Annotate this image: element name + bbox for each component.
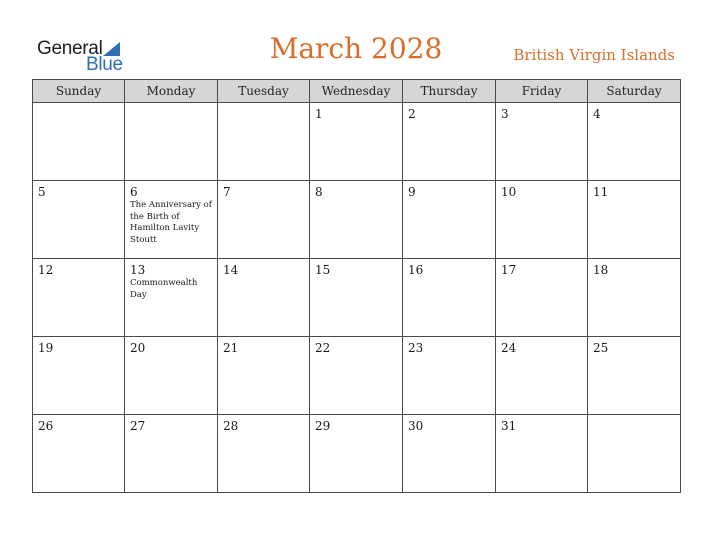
day-number: 25 xyxy=(593,341,609,355)
day-cell xyxy=(310,259,403,337)
day-cell xyxy=(218,181,310,259)
day-cell xyxy=(33,415,125,493)
day-cell xyxy=(588,337,681,415)
day-cell xyxy=(125,337,218,415)
day-number: 22 xyxy=(315,341,331,355)
day-number: 21 xyxy=(223,341,239,355)
day-number: 30 xyxy=(408,419,424,433)
day-number: 6 xyxy=(130,185,138,199)
day-number: 20 xyxy=(130,341,146,355)
day-number: 1 xyxy=(315,107,323,121)
day-number: 5 xyxy=(38,185,46,199)
day-cell xyxy=(588,415,681,493)
day-number: 23 xyxy=(408,341,424,355)
day-number: 4 xyxy=(593,107,601,121)
day-number: 28 xyxy=(223,419,239,433)
day-cell xyxy=(218,337,310,415)
day-cell xyxy=(218,415,310,493)
day-number: 15 xyxy=(315,263,331,277)
day-cell xyxy=(403,415,496,493)
weekday-header-thursday: Thursday xyxy=(403,80,496,103)
week-row xyxy=(33,415,681,493)
weekday-header-monday: Monday xyxy=(125,80,218,103)
weekday-header-friday: Friday xyxy=(496,80,588,103)
weekday-header-saturday: Saturday xyxy=(588,80,681,103)
day-cell xyxy=(310,181,403,259)
weekday-header-sunday: Sunday xyxy=(33,80,125,103)
day-number: 19 xyxy=(38,341,54,355)
day-cell xyxy=(496,415,588,493)
weekday-header-wednesday: Wednesday xyxy=(310,80,403,103)
logo-text-general: General xyxy=(37,38,103,59)
week-row xyxy=(33,103,681,181)
week-row xyxy=(33,337,681,415)
day-cell xyxy=(496,259,588,337)
day-cell xyxy=(403,337,496,415)
day-number: 31 xyxy=(501,419,517,433)
day-cell xyxy=(33,259,125,337)
day-cell xyxy=(218,103,310,181)
day-cell xyxy=(310,103,403,181)
day-number: 26 xyxy=(38,419,54,433)
day-number: 16 xyxy=(408,263,424,277)
day-cell xyxy=(125,103,218,181)
holiday-label: Commonwealth Day xyxy=(130,278,198,300)
day-cell xyxy=(310,337,403,415)
day-cell xyxy=(33,103,125,181)
day-cell xyxy=(218,259,310,337)
day-cell xyxy=(33,181,125,259)
day-cell xyxy=(496,103,588,181)
day-cell xyxy=(310,415,403,493)
region-name: British Virgin Islands xyxy=(513,46,675,64)
day-cell xyxy=(125,415,218,493)
day-number: 8 xyxy=(315,185,323,199)
day-number: 9 xyxy=(408,185,416,199)
day-cell xyxy=(403,103,496,181)
day-cell xyxy=(496,181,588,259)
day-number: 3 xyxy=(501,107,509,121)
day-number: 2 xyxy=(408,107,416,121)
day-number: 10 xyxy=(501,185,517,199)
day-cell xyxy=(403,259,496,337)
calendar-grid xyxy=(32,79,681,493)
day-number: 18 xyxy=(593,263,609,277)
calendar-title: March 2028 xyxy=(269,32,443,65)
day-cell xyxy=(588,259,681,337)
day-cell xyxy=(125,259,218,337)
calendar-body xyxy=(33,103,681,493)
day-number: 24 xyxy=(501,341,517,355)
day-number: 14 xyxy=(223,263,239,277)
day-cell xyxy=(588,181,681,259)
holiday-label: The Anniversary of the Birth of Hamilton Lavity Stoutt xyxy=(130,200,212,245)
weekday-header-tuesday: Tuesday xyxy=(218,80,310,103)
day-number: 13 xyxy=(130,263,146,277)
day-cell xyxy=(588,103,681,181)
weekday-header-row xyxy=(33,80,681,103)
logo-text-blue: Blue xyxy=(86,54,123,75)
day-number: 17 xyxy=(501,263,517,277)
day-number: 27 xyxy=(130,419,146,433)
day-cell xyxy=(403,181,496,259)
week-row xyxy=(33,181,681,259)
day-cell xyxy=(125,181,218,259)
day-number: 11 xyxy=(593,185,609,199)
day-cell xyxy=(496,337,588,415)
week-row xyxy=(33,259,681,337)
day-number: 12 xyxy=(38,263,54,277)
day-number: 7 xyxy=(223,185,231,199)
day-number: 29 xyxy=(315,419,331,433)
day-cell xyxy=(33,337,125,415)
